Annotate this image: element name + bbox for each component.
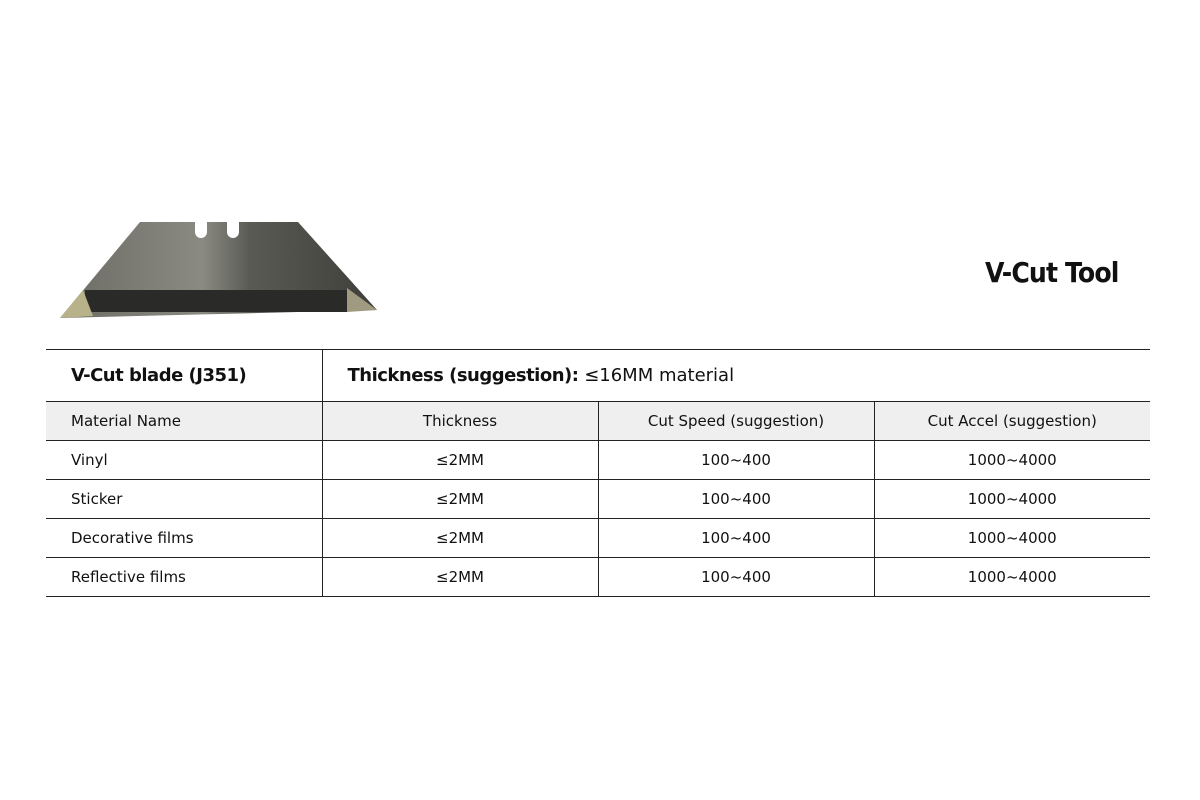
material-name: Sticker bbox=[46, 480, 322, 519]
cut-accel-cell: 1000~4000 bbox=[874, 558, 1150, 597]
thickness-cell: ≤2MM bbox=[322, 441, 598, 480]
table-title-row bbox=[46, 350, 1150, 402]
page-title: V-Cut Tool bbox=[985, 256, 1119, 289]
thickness-suggestion bbox=[322, 350, 1150, 402]
table-row bbox=[46, 519, 1150, 558]
blade-spec-table bbox=[46, 349, 1150, 597]
thickness-value: ≤16MM material bbox=[584, 365, 735, 386]
material-name: Decorative films bbox=[46, 519, 322, 558]
cut-speed-cell: 100~400 bbox=[598, 480, 874, 519]
blade-name: V-Cut blade (J351) bbox=[46, 350, 322, 402]
cut-speed-cell: 100~400 bbox=[598, 558, 874, 597]
thickness-cell: ≤2MM bbox=[322, 480, 598, 519]
column-header: Thickness bbox=[322, 402, 598, 441]
cut-accel-cell: 1000~4000 bbox=[874, 480, 1150, 519]
material-name: Vinyl bbox=[46, 441, 322, 480]
thickness-label: Thickness (suggestion): bbox=[347, 365, 579, 386]
cut-accel-cell: 1000~4000 bbox=[874, 519, 1150, 558]
cut-speed-cell: 100~400 bbox=[598, 441, 874, 480]
cut-speed-cell: 100~400 bbox=[598, 519, 874, 558]
table-row bbox=[46, 480, 1150, 519]
column-header: Material Name bbox=[46, 402, 322, 441]
table-row bbox=[46, 441, 1150, 480]
thickness-cell: ≤2MM bbox=[322, 519, 598, 558]
table-row bbox=[46, 558, 1150, 597]
column-header: Cut Accel (suggestion) bbox=[874, 402, 1150, 441]
column-header: Cut Speed (suggestion) bbox=[598, 402, 874, 441]
cut-accel-cell: 1000~4000 bbox=[874, 441, 1150, 480]
thickness-cell: ≤2MM bbox=[322, 558, 598, 597]
blade-image bbox=[55, 218, 385, 328]
material-name: Reflective films bbox=[46, 558, 322, 597]
table-header bbox=[46, 402, 1150, 441]
